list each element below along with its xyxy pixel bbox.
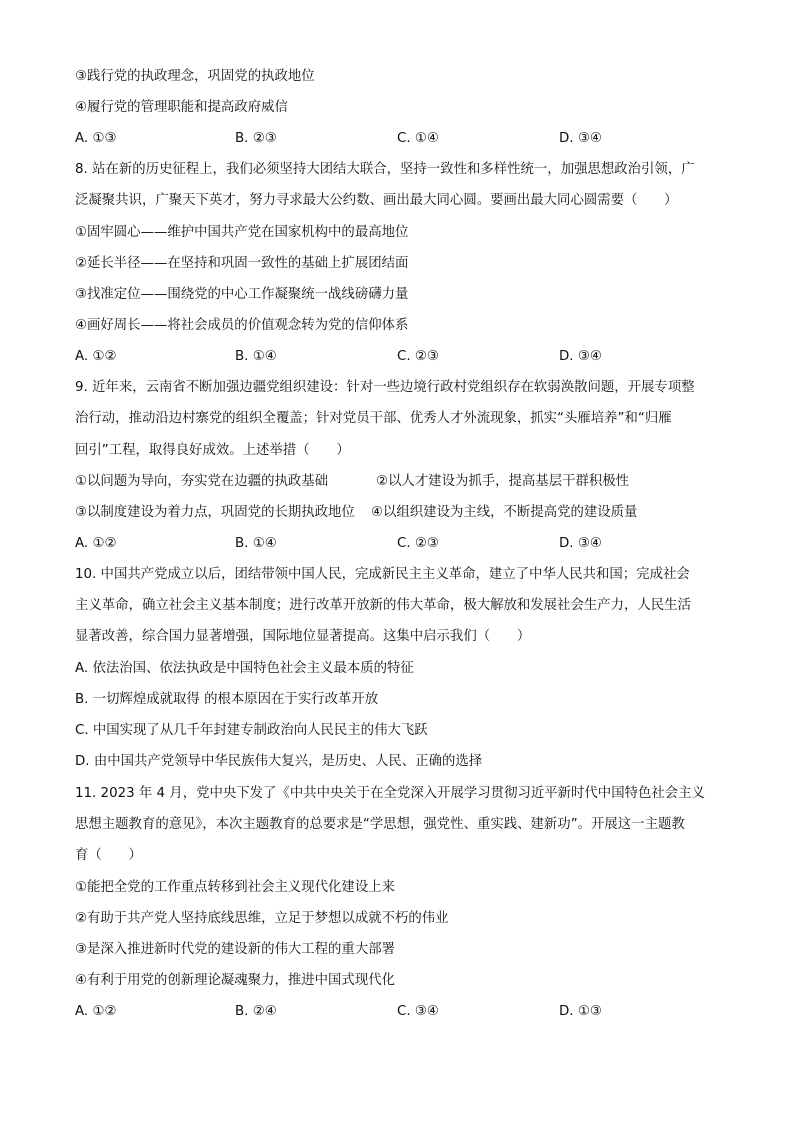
option-c: C. ②③ <box>397 536 439 551</box>
option-b: B. ②③ <box>235 131 277 146</box>
option-d: D. ①③ <box>559 1004 602 1019</box>
q9-statement-3: ③以制度建设为着力点，巩固党的长期执政地位 <box>75 505 355 520</box>
q9-stem-line-3: 回引”工程，取得良好成效。上述举措（ ） <box>75 443 350 458</box>
option-d: D. ③④ <box>559 131 602 146</box>
q10-choice-a: A. 依法治国、依法执政是中国特色社会主义最本质的特征 <box>75 661 414 676</box>
q10-stem-line-1: 10. 中国共产党成立以后，团结带领中国人民，完成新民主主义革命，建立了中华人民共和国；完成社会 <box>75 567 690 582</box>
answer-options-q11 <box>75 1003 715 1021</box>
answer-options-q7 <box>75 130 715 148</box>
option-b: B. ①④ <box>235 349 277 364</box>
option-a: A. ①③ <box>75 131 117 146</box>
q11-statement-2: ②有助于共产党人坚持底线思维，立足于梦想以成就不朽的伟业 <box>75 911 449 926</box>
q11-stem-line-3: 育（ ） <box>75 848 142 863</box>
option-c: C. ①④ <box>397 131 439 146</box>
q10-stem-line-3: 显著改善，综合国力显著增强，国际地位显著提高。这集中启示我们（ ） <box>75 629 531 644</box>
q9-statement-2: ②以人才建设为抓手，提高基层干群积极性 <box>376 474 630 489</box>
answer-options-q9 <box>75 535 715 553</box>
q11-stem-line-2: 思想主题教育的意见》，本次主题教育的总要求是“学思想，强党性、重实践、建新功”。开展这一主题教 <box>75 817 685 832</box>
q10-stem-line-2: 主义革命，确立社会主义基本制度；进行改革开放新的伟大革命，极大解放和发展社会生产力，人民生活 <box>75 598 691 613</box>
q8-statement-1: ①固牢圆心——维护中国共产党在国家机构中的最高地位 <box>75 225 409 240</box>
q9-stem-line-1: 9. 近年来，云南省不断加强边疆党组织建设：针对一些边境行政村党组织存在软弱涣散问题，开展专项整 <box>75 380 695 395</box>
q10-choice-c: C. 中国实现了从几千年封建专制政治向人民民主的伟大飞跃 <box>75 723 428 738</box>
option-d: D. ③④ <box>559 349 602 364</box>
option-c: C. ③④ <box>397 1004 439 1019</box>
q11-statement-1: ①能把全党的工作重点转移到社会主义现代化建设上来 <box>75 880 395 895</box>
statement-3: ③践行党的执政理念，巩固党的执政地位 <box>75 69 315 84</box>
q8-statement-3: ③找准定位——围绕党的中心工作凝聚统一战线磅礴力量 <box>75 287 409 302</box>
statement-4: ④履行党的管理职能和提高政府威信 <box>75 100 288 115</box>
q11-stem-line-1: 11. 2023 年 4 月，党中央下发了《中共中央关于在全党深入开展学习贯彻习近平新时代中国特色社会主义 <box>75 786 705 801</box>
answer-options-q8 <box>75 348 715 366</box>
option-a: A. ①② <box>75 349 117 364</box>
q8-stem-line-2: 泛凝聚共识，广聚天下英才，努力寻求最大公约数、画出最大同心圆。要画出最大同心圆需要（ ） <box>75 193 678 208</box>
q9-statement-4: ④以组织建设为主线，不断提高党的建设质量 <box>371 505 638 520</box>
q8-statement-2: ②延长半径——在坚持和巩固一致性的基础上扩展团结面 <box>75 256 409 271</box>
option-c: C. ②③ <box>397 349 439 364</box>
q10-choice-d: D. 由中国共产党领导中华民族伟大复兴，是历史、人民、正确的选择 <box>75 754 483 769</box>
q9-statement-1: ①以问题为导向，夯实党在边疆的执政基础 <box>75 474 329 489</box>
option-d: D. ③④ <box>559 536 602 551</box>
q11-statement-4: ④有利于用党的创新理论凝魂聚力，推进中国式现代化 <box>75 973 395 988</box>
option-b: B. ②④ <box>235 1004 277 1019</box>
q11-statement-3: ③是深入推进新时代党的建设新的伟大工程的重大部署 <box>75 942 395 957</box>
option-b: B. ①④ <box>235 536 277 551</box>
q8-statement-4: ④画好周长——将社会成员的价值观念转为党的信仰体系 <box>75 318 409 333</box>
option-a: A. ①② <box>75 1004 117 1019</box>
q8-stem-line-1: 8. 站在新的历史征程上，我们必须坚持大团结大联合，坚持一致性和多样性统一，加强思想政治引领，广 <box>75 162 695 177</box>
option-a: A. ①② <box>75 536 117 551</box>
q9-stem-line-2: 治行动，推动沿边村寨党的组织全覆盖；针对党员干部、优秀人才外流现象，抓实“头雁培养”和“归雁 <box>75 411 672 426</box>
q10-choice-b: B. 一切辉煌成就取得 的根本原因在于实行改革开放 <box>75 692 379 707</box>
